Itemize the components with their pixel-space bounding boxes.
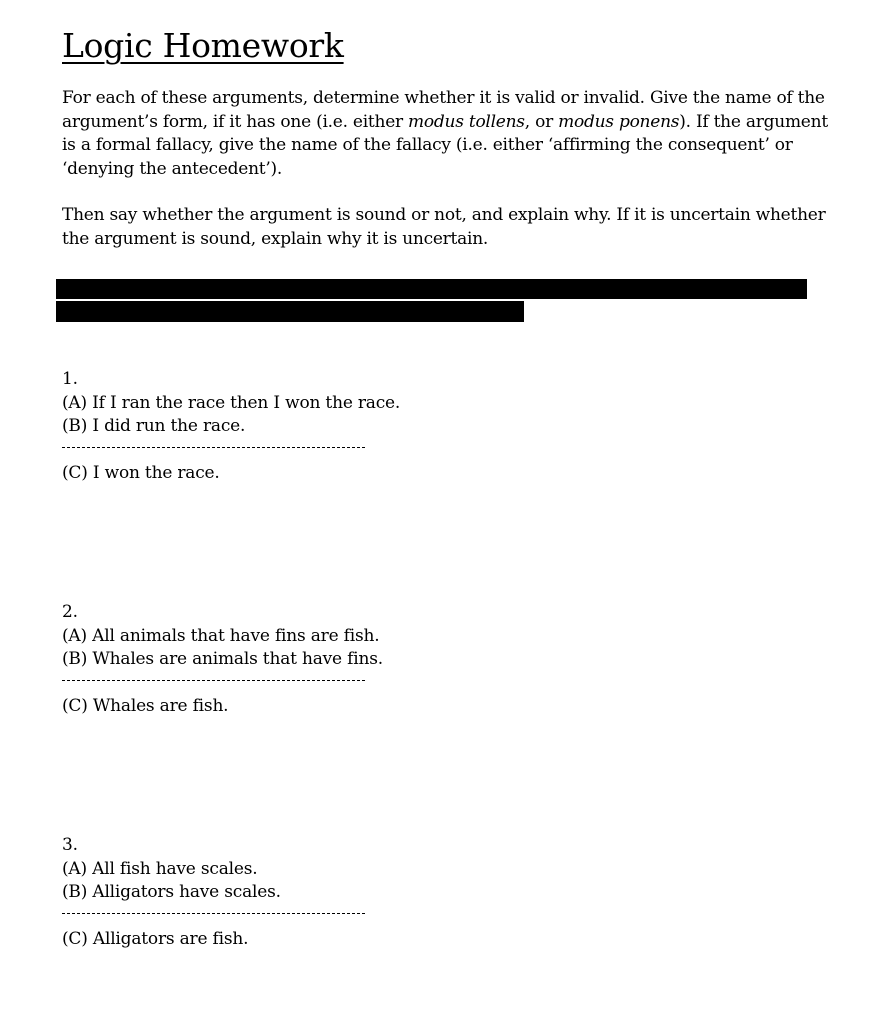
argument-block xyxy=(62,834,422,951)
premise-b: (B) I did run the race. xyxy=(62,416,246,436)
instructions-text-2: , or xyxy=(524,111,559,132)
conclusion: (C) Whales are fish. xyxy=(62,695,229,716)
premise-a: (A) All fish have scales. xyxy=(62,858,258,879)
argument-divider xyxy=(62,447,365,462)
argument-number: 1. xyxy=(62,369,78,389)
argument-block xyxy=(62,368,422,485)
argument-number: 3. xyxy=(62,835,78,855)
premise-b: (B) Whales are animals that have fins. xyxy=(62,649,383,669)
instructions-paragraph xyxy=(62,87,842,181)
soundness-paragraph: Then say whether the argument is sound or not, and explain why. If it is uncertain whether the argument is sound, explain why it is uncertain. xyxy=(62,205,826,249)
premise-a: (A) All animals that have fins are fish. xyxy=(62,625,380,646)
redaction-bar xyxy=(56,279,807,299)
premise-b: (B) Alligators have scales. xyxy=(62,882,281,902)
modus-tollens-term: modus tollens xyxy=(408,111,525,132)
argument-number: 2. xyxy=(62,602,78,622)
argument-divider xyxy=(62,680,365,695)
instructions-text-3: ). If the argument is a formal fallacy, give the name of the fallacy (i.e. either ‘affirming the consequent’ or ‘denying the antecedent’). xyxy=(62,111,828,179)
instructions-text-1: For each of these arguments, determine whether it is valid or invalid. Give the name of the argument’s form, if it has one (i.e. either xyxy=(62,88,825,132)
redaction-bar xyxy=(56,301,524,322)
conclusion: (C) Alligators are fish. xyxy=(62,928,249,949)
premise-a: (A) If I ran the race then I won the race. xyxy=(62,392,401,413)
argument-block xyxy=(62,601,422,718)
conclusion: (C) I won the race. xyxy=(62,462,220,483)
modus-ponens-term: modus ponens xyxy=(558,111,680,132)
page-title: Logic Homework xyxy=(62,26,344,65)
argument-divider xyxy=(62,913,365,928)
